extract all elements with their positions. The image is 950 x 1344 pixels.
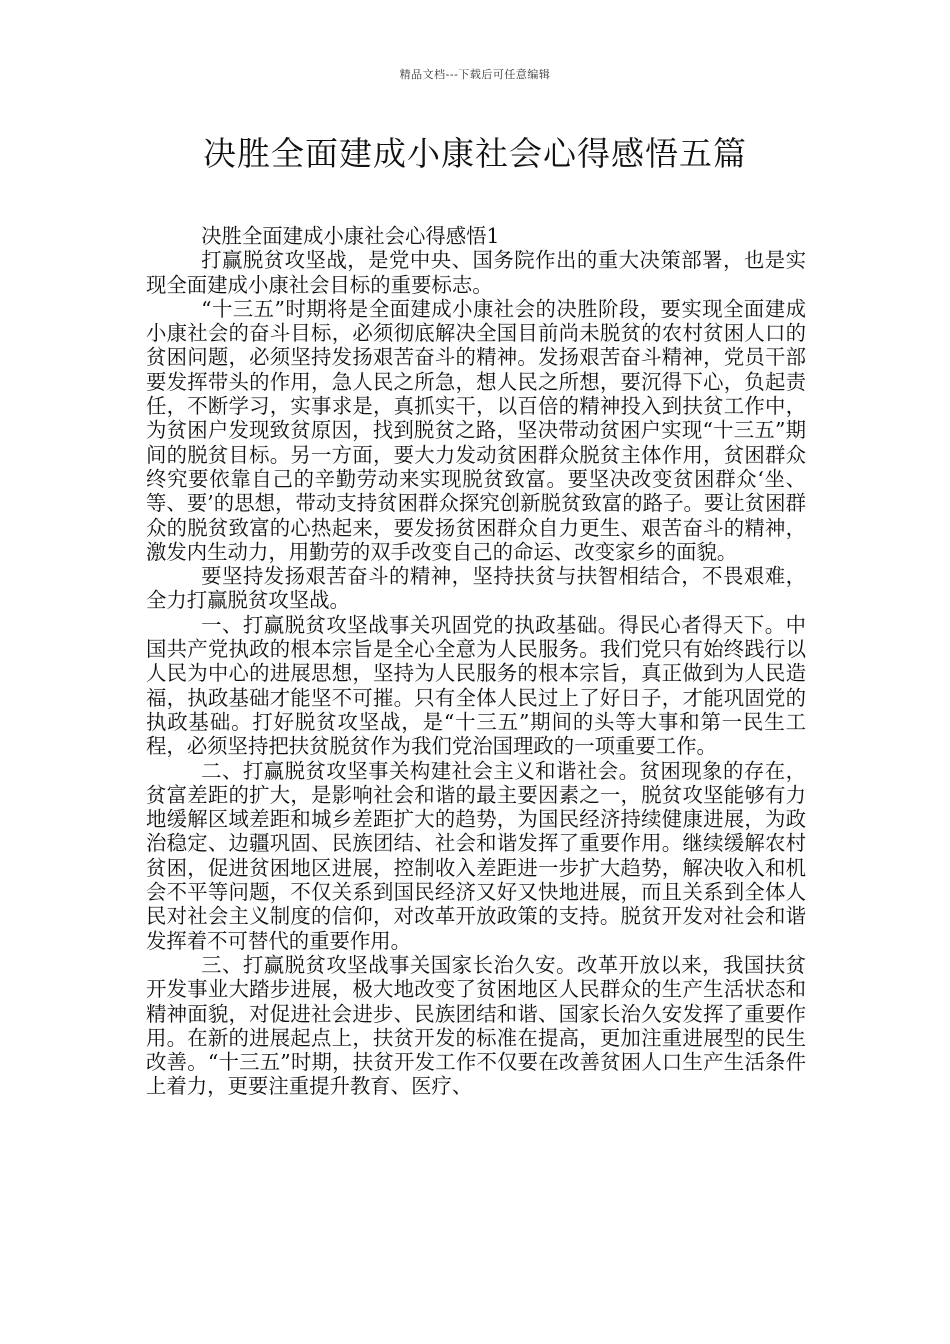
paragraph: 一、打赢脱贫攻坚战事关巩固党的执政基础。得民心者得天下。中国共产党执政的根本宗旨是全心全意为人民服务。我们党只有始终践行以人民为中心的进展思想，坚持为人民服务的根本宗旨，真正做到为人民造福，执政基础才能坚不可摧。只有全体人民过上了好日子，才能巩固党的执政基础。打好脱贫攻坚战，是“十三五”期间的头等大事和第一民生工程，必须坚持把扶贫脱贫作为我们党治国理政的一项重要工作。 [146, 612, 806, 759]
document-title: 决胜全面建成小康社会心得感悟五篇 [203, 134, 747, 173]
document-body [146, 224, 806, 1099]
paragraph: 要坚持发扬艰苦奋斗的精神，坚持扶贫与扶智相结合，不畏艰难，全力打赢脱贫攻坚战。 [146, 564, 806, 613]
paragraph: 三、打赢脱贫攻坚战事关国家长治久安。改革开放以来，我国扶贫开发事业大踏步进展，极大地改变了贫困地区人民群众的生产生活状态和精神面貌，对促进社会进步、民族团结和谐、国家长治久安发挥了重要作用。在新的进展起点上，扶贫开发的标准在提高，更加注重进展型的民生改善。“十三五”时期，扶贫开发工作不仅要在改善贫困人口生产生活条件上着力，更要注重提升教育、医疗、 [146, 952, 806, 1099]
paragraph: 打赢脱贫攻坚战，是党中央、国务院作出的重大决策部署，也是实现全面建成小康社会目标的重要标志。 [146, 248, 806, 297]
page-header-note: 精品文档---下载后可任意编辑 [399, 68, 551, 81]
section-subtitle: 决胜全面建成小康社会心得感悟1 [201, 224, 500, 248]
paragraph: 二、打赢脱贫攻坚事关构建社会主义和谐社会。贫困现象的存在，贫富差距的扩大，是影响社会和谐的最主要因素之一，脱贫攻坚能够有力地缓解区域差距和城乡差距扩大的趋势，为国民经济持续健康进展，为政治稳定、边疆巩固、民族团结、社会和谐发挥了重要作用。继续缓解农村贫困，促进贫困地区进展，控制收入差距进一步扩大趋势，解决收入和机会不平等问题，不仅关系到国民经济又好又快地进展，而且关系到全体人民对社会主义制度的信仰，对改革开放政策的支持。脱贫开发对社会和谐发挥着不可替代的重要作用。 [146, 758, 806, 953]
paragraph: “十三五”时期将是全面建成小康社会的决胜阶段，要实现全面建成小康社会的奋斗目标，必须彻底解决全国目前尚未脱贫的农村贫困人口的贫困问题，必须坚持发扬艰苦奋斗的精神。发扬艰苦奋斗精神，党员干部要发挥带头的作用，急人民之所急，想人民之所想，要沉得下心，负起责任，不断学习，实事求是，真抓实干，以百倍的精神投入到扶贫工作中，为贫困户发现致贫原因，找到脱贫之路，坚决带动贫困户实现“十三五”期间的脱贫目标。另一方面，要大力发动贫困群众脱贫主体作用，贫困群众终究要依靠自己的辛勤劳动来实现脱贫致富。要坚决改变贫困群众‘坐、等、要’的思想，带动支持贫困群众探究创新脱贫致富的路子。要让贫困群众的脱贫致富的心热起来，要发扬贫困群众自力更生、艰苦奋斗的精神，激发内生动力，用勤劳的双手改变自己的命运、改变家乡的面貌。 [146, 296, 806, 564]
